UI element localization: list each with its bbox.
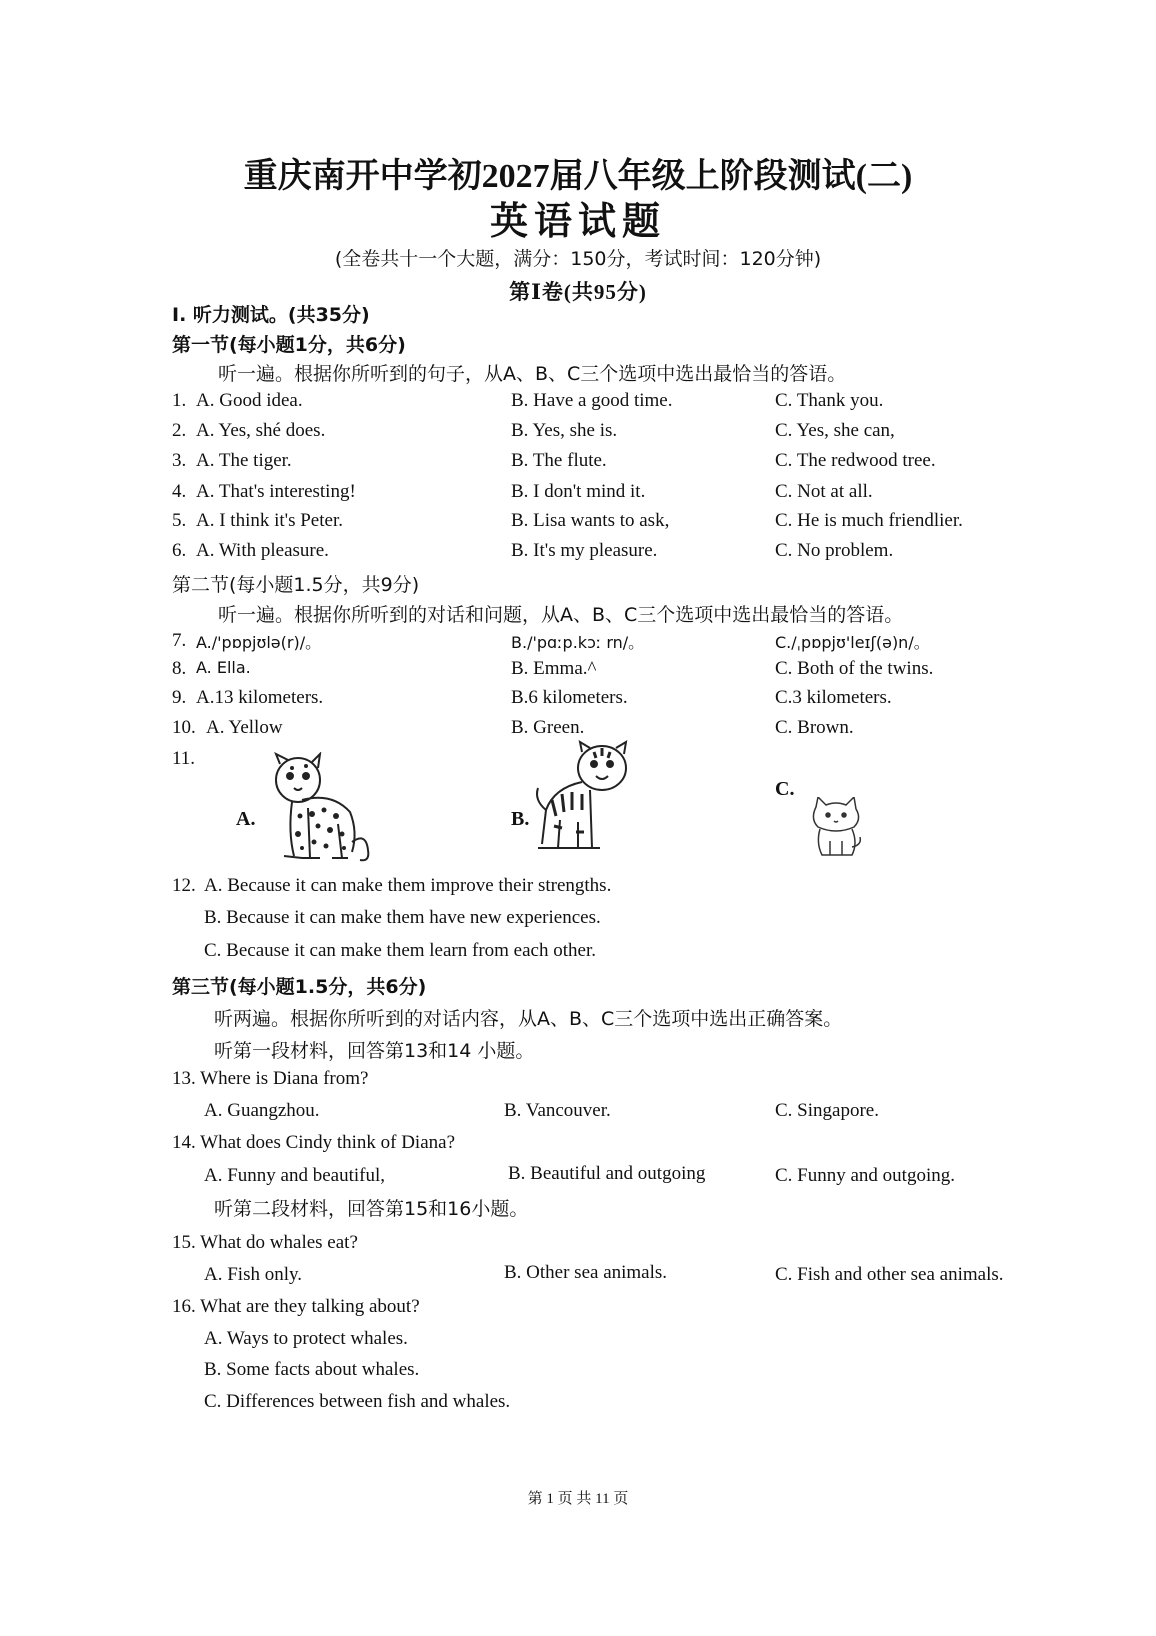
option-b: B. Because it can make them have new experiences.: [204, 907, 601, 928]
section2-title: 第二节(每小题1.5分，共9分): [172, 574, 420, 596]
section2-instruction: 听一遍。根据你所听到的对话和问题，从A、B、C三个选项中选出最恰当的答语。: [218, 604, 904, 626]
option-b: B. The flute.: [511, 450, 607, 471]
option-a: A. Ella.: [196, 658, 251, 677]
option-b-label: B.: [511, 808, 530, 830]
option-c: C.3 kilometers.: [775, 687, 892, 708]
option-c: C. The redwood tree.: [775, 450, 936, 471]
option-c: C. Singapore.: [775, 1100, 879, 1121]
question-number: 4.: [172, 481, 187, 502]
tiger-cub-image: [530, 740, 640, 860]
subject-title: 英语试题: [489, 201, 666, 243]
option-c: C. He is much friendlier.: [775, 510, 963, 531]
question-text: 16. What are they talking about?: [172, 1296, 420, 1317]
material2-instruction: 听第二段材料，回答第15和16小题。: [214, 1198, 529, 1220]
option-c: C. Not at all.: [775, 481, 873, 502]
section1-title: 第一节(每小题1分，共6分): [172, 334, 406, 356]
page-footer: 第 1 页 共 11 页: [527, 1491, 629, 1507]
option-c: C. Both of the twins.: [775, 658, 934, 679]
kitten-image: [808, 797, 864, 859]
option-b: B. Vancouver.: [504, 1100, 611, 1121]
question-6: [0, 540, 1156, 570]
option-b: B. Green.: [511, 717, 585, 738]
option-c: C./ˌpɒpjʊ'leɪʃ(ə)n/。: [775, 633, 930, 652]
question-7: [0, 630, 1156, 660]
question-number: 12.: [172, 875, 196, 896]
question-number: 2.: [172, 420, 187, 441]
section1-instruction: 听一遍。根据你所听到的句子，从A、B、C三个选项中选出最恰当的答语。: [218, 363, 847, 385]
question-number: 5.: [172, 510, 187, 531]
option-c: C. Differences between fish and whales.: [204, 1391, 511, 1412]
question-text: 13. Where is Diana from?: [172, 1068, 369, 1089]
leopard-cub-image: [262, 752, 382, 864]
option-a: A. I think it's Peter.: [196, 510, 343, 531]
question-4: [0, 481, 1156, 511]
option-b: B.6 kilometers.: [511, 687, 628, 708]
option-c: C. No problem.: [775, 540, 894, 561]
option-a: A./'pɒpjʊlə(r)/。: [196, 633, 322, 652]
option-b: B. Other sea animals.: [504, 1262, 668, 1283]
option-a: A. Fish only.: [204, 1264, 303, 1285]
question-number: 7.: [172, 630, 187, 651]
option-b: B. It's my pleasure.: [511, 540, 658, 561]
question-5: [0, 510, 1156, 540]
question-text: 14. What does Cindy think of Diana?: [172, 1132, 456, 1153]
exam-info: (全卷共十一个大题，满分：150分，考试时间：120分钟): [334, 248, 822, 270]
question-number: 11.: [172, 748, 196, 769]
option-a: A. Funny and beautiful,: [204, 1165, 386, 1186]
option-a: A. With pleasure.: [196, 540, 329, 561]
question-number: 8.: [172, 658, 187, 679]
option-c: C. Funny and outgoing.: [775, 1165, 955, 1186]
question-number: 9.: [172, 687, 187, 708]
question-1: [0, 390, 1156, 420]
option-c: C. Yes, she can,: [775, 420, 895, 441]
option-a-label: A.: [236, 808, 256, 830]
option-a: A. The tiger.: [196, 450, 292, 471]
option-a: A. Yellow: [206, 717, 283, 738]
option-a: A. Good idea.: [196, 390, 303, 411]
option-a: A. Because it can make them improve their strengths.: [204, 875, 612, 896]
option-c: C. Brown.: [775, 717, 854, 738]
option-c: C. Thank you.: [775, 390, 884, 411]
option-b: B. I don't mind it.: [511, 481, 646, 502]
question-number: 3.: [172, 450, 187, 471]
question-number: 1.: [172, 390, 187, 411]
option-c: C. Because it can make them learn from each other.: [204, 940, 596, 961]
option-a: A. Ways to protect whales.: [204, 1328, 408, 1349]
option-a: A. That's interesting!: [196, 481, 356, 502]
school-title: 重庆南开中学初2027届八年级上阶段测试(二): [243, 158, 913, 195]
option-b: B. Have a good time.: [511, 390, 673, 411]
option-b: B. Some facts about whales.: [204, 1359, 420, 1380]
option-b: B. Yes, she is.: [511, 420, 618, 441]
option-b: B./'pɑːp.kɔː rn/。: [511, 633, 645, 652]
part1-title: I. 听力测试。(共35分): [172, 304, 370, 326]
option-c: C. Fish and other sea animals.: [775, 1264, 1004, 1285]
question-3: [0, 450, 1156, 480]
option-a: A. Guangzhou.: [204, 1100, 320, 1121]
question-number: 10.: [172, 717, 196, 738]
option-a: A. Yes, shé does.: [196, 420, 326, 441]
question-text: 15. What do whales eat?: [172, 1232, 358, 1253]
option-c-label: C.: [775, 778, 795, 800]
section3-title: 第三节(每小题1.5分，共6分): [172, 976, 427, 998]
material1-instruction: 听第一段材料，回答第13和14 小题。: [214, 1040, 535, 1062]
option-b: B. Emma.^: [511, 658, 597, 679]
question-8: [0, 658, 1156, 688]
question-2: [0, 420, 1156, 450]
volume-title: 第Ⅰ卷(共95分): [509, 280, 647, 304]
question-9: [0, 687, 1156, 717]
option-b: B. Lisa wants to ask,: [511, 510, 670, 531]
option-b: B. Beautiful and outgoing: [508, 1163, 706, 1184]
option-a: A.13 kilometers.: [196, 687, 324, 708]
section3-instruction: 听两遍。根据你所听到的对话内容，从A、B、C三个选项中选出正确答案。: [214, 1008, 843, 1030]
question-number: 6.: [172, 540, 187, 561]
